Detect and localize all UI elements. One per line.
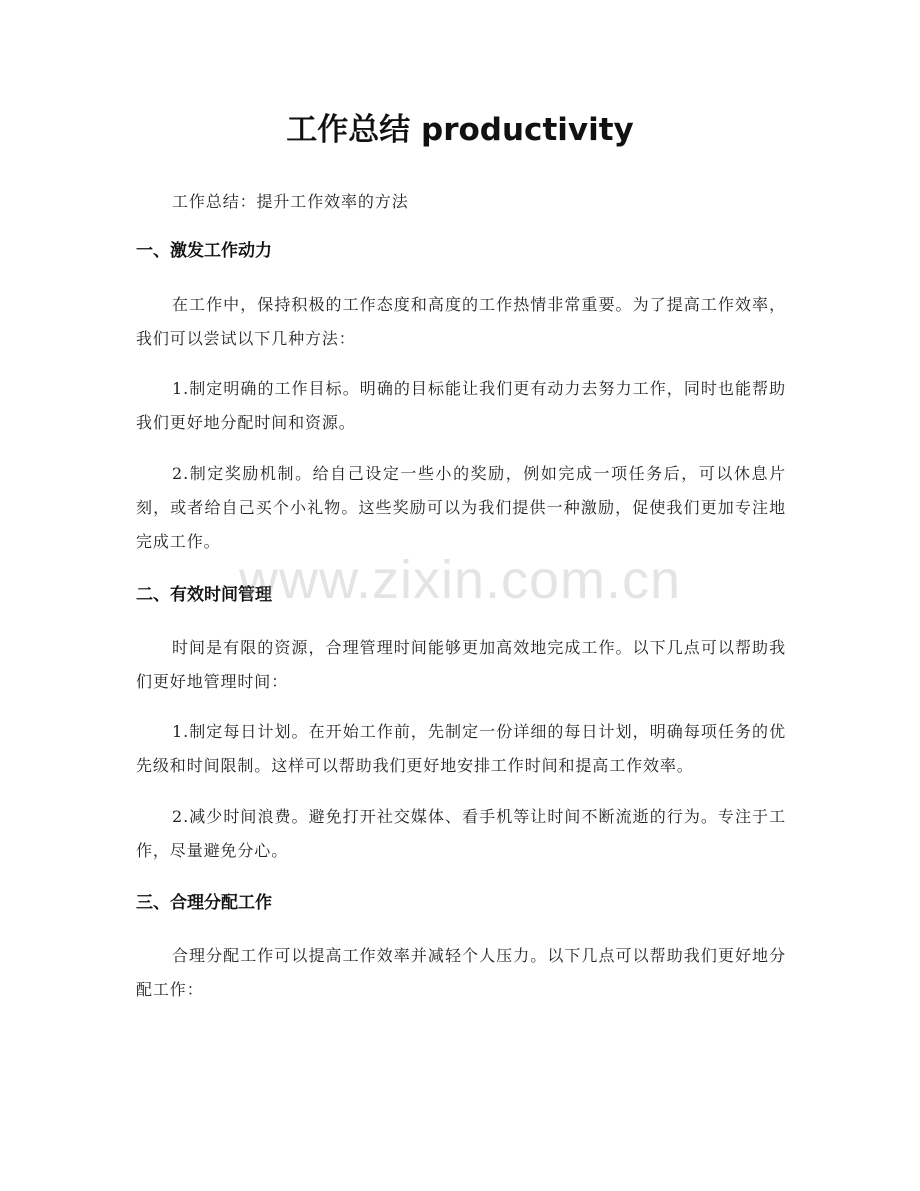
section-2-paragraph-2: 1.制定每日计划。在开始工作前，先制定一份详细的每日计划，明确每项任务的优先级和时间限制。这样可以帮助我们更好地安排工作时间和提高工作效率。 [136, 722, 786, 775]
section-2-paragraph-3: 2.减少时间浪费。避免打开社交媒体、看手机等让时间不断流逝的行为。专注于工作，尽量避免分心。 [136, 807, 786, 860]
section-1-heading: 一、激发工作动力 [136, 241, 272, 261]
section-3-paragraph-1: 合理分配工作可以提高工作效率并减轻个人压力。以下几点可以帮助我们更好地分配工作： [136, 946, 786, 999]
watermark: www.zixin.com.cn [238, 550, 682, 610]
section-1-paragraph-3: 2.制定奖励机制。给自己设定一些小的奖励，例如完成一项任务后，可以休息片刻，或者给自己买个小礼物。这些奖励可以为我们提供一种激励，促使我们更加专注地完成工作。 [136, 464, 786, 551]
intro-paragraph: 工作总结：提升工作效率的方法 [172, 192, 409, 211]
document-title: 工作总结 productivity [286, 112, 634, 148]
section-2-heading: 二、有效时间管理 [136, 585, 272, 605]
section-3-heading: 三、合理分配工作 [136, 893, 272, 913]
section-2-paragraph-1: 时间是有限的资源，合理管理时间能够更加高效地完成工作。以下几点可以帮助我们更好地管理时间： [136, 638, 786, 691]
section-1-paragraph-2: 1.制定明确的工作目标。明确的目标能让我们更有动力去努力工作，同时也能帮助我们更好地分配时间和资源。 [136, 379, 786, 432]
section-1-paragraph-1: 在工作中，保持积极的工作态度和高度的工作热情非常重要。为了提高工作效率，我们可以尝试以下几种方法： [136, 295, 786, 348]
